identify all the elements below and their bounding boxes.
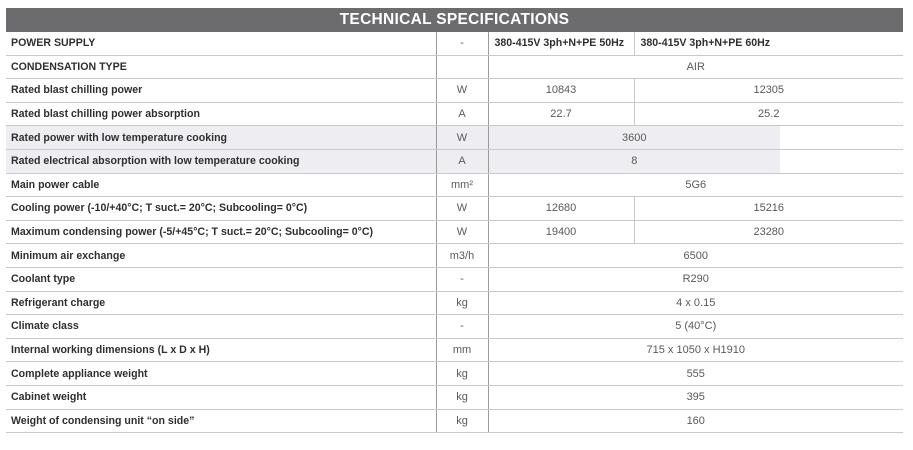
row-label: POWER SUPPLY [6,32,436,55]
row-value: 160 [488,409,903,433]
table-row [6,220,903,244]
row-unit: A [436,102,488,126]
table-row [6,385,903,409]
row-label: CONDENSATION TYPE [6,55,436,79]
row-value-60hz: 15216 [634,197,903,221]
row-label: Internal working dimensions (L x D x H) [6,338,436,362]
column-header-60hz: 380-415V 3ph+N+PE 60Hz [634,32,903,55]
row-unit: W [436,197,488,221]
row-label: Rated power with low temperature cooking [6,126,436,150]
table-row [6,338,903,362]
row-value: R290 [488,267,903,291]
row-unit: W [436,79,488,103]
table-row [6,79,903,103]
row-unit: mm [436,338,488,362]
row-label: Cooling power (-10/+40°C; T suct.= 20°C; Subcooling= 0°C) [6,197,436,221]
row-unit: - [436,267,488,291]
row-label: Climate class [6,315,436,339]
table-row [6,173,903,197]
row-label: Complete appliance weight [6,362,436,386]
row-value-50hz: 22.7 [488,102,634,126]
table-row [6,126,903,150]
row-blank-cell [780,126,903,150]
row-unit: W [436,220,488,244]
row-value-60hz: 23280 [634,220,903,244]
row-label: Rated blast chilling power [6,79,436,103]
row-label: Minimum air exchange [6,244,436,268]
row-label: Coolant type [6,267,436,291]
row-blank-cell [780,149,903,173]
row-label: Maximum condensing power (-5/+45°C; T suct.= 20°C; Subcooling= 0°C) [6,220,436,244]
row-value-50hz: 10843 [488,79,634,103]
row-value-60hz: 25.2 [634,102,903,126]
row-unit: kg [436,409,488,433]
row-value-50hz: 12680 [488,197,634,221]
row-value: 5 (40°C) [488,315,903,339]
table-row [6,244,903,268]
row-unit: kg [436,385,488,409]
table-row [6,55,903,79]
row-unit: m3/h [436,244,488,268]
row-value: 555 [488,362,903,386]
spec-table [6,32,903,433]
table-row [6,197,903,221]
table-row [6,291,903,315]
row-unit [436,55,488,79]
row-value: 6500 [488,244,903,268]
row-unit: - [436,32,488,55]
table-row [6,267,903,291]
row-value: 4 x 0.15 [488,291,903,315]
row-label: Refrigerant charge [6,291,436,315]
table-row [6,409,903,433]
row-label: Rated electrical absorption with low temperature cooking [6,149,436,173]
row-label: Weight of condensing unit “on side” [6,409,436,433]
row-unit: kg [436,362,488,386]
row-unit: A [436,149,488,173]
table-row [6,32,903,55]
row-value: 5G6 [488,173,903,197]
column-header-50hz: 380-415V 3ph+N+PE 50Hz [488,32,634,55]
row-value-50hz: 19400 [488,220,634,244]
table-row [6,315,903,339]
row-value-60hz: 12305 [634,79,903,103]
row-label: Cabinet weight [6,385,436,409]
spec-title: TECHNICAL SPECIFICATIONS [6,8,903,32]
row-unit: mm² [436,173,488,197]
row-value: 8 [488,149,780,173]
row-value: AIR [488,55,903,79]
row-unit: W [436,126,488,150]
table-row [6,149,903,173]
table-row [6,362,903,386]
row-label: Main power cable [6,173,436,197]
row-unit: kg [436,291,488,315]
row-value: 3600 [488,126,780,150]
row-value: 715 x 1050 x H1910 [488,338,903,362]
table-row [6,102,903,126]
row-label: Rated blast chilling power absorption [6,102,436,126]
row-unit: - [436,315,488,339]
row-value: 395 [488,385,903,409]
